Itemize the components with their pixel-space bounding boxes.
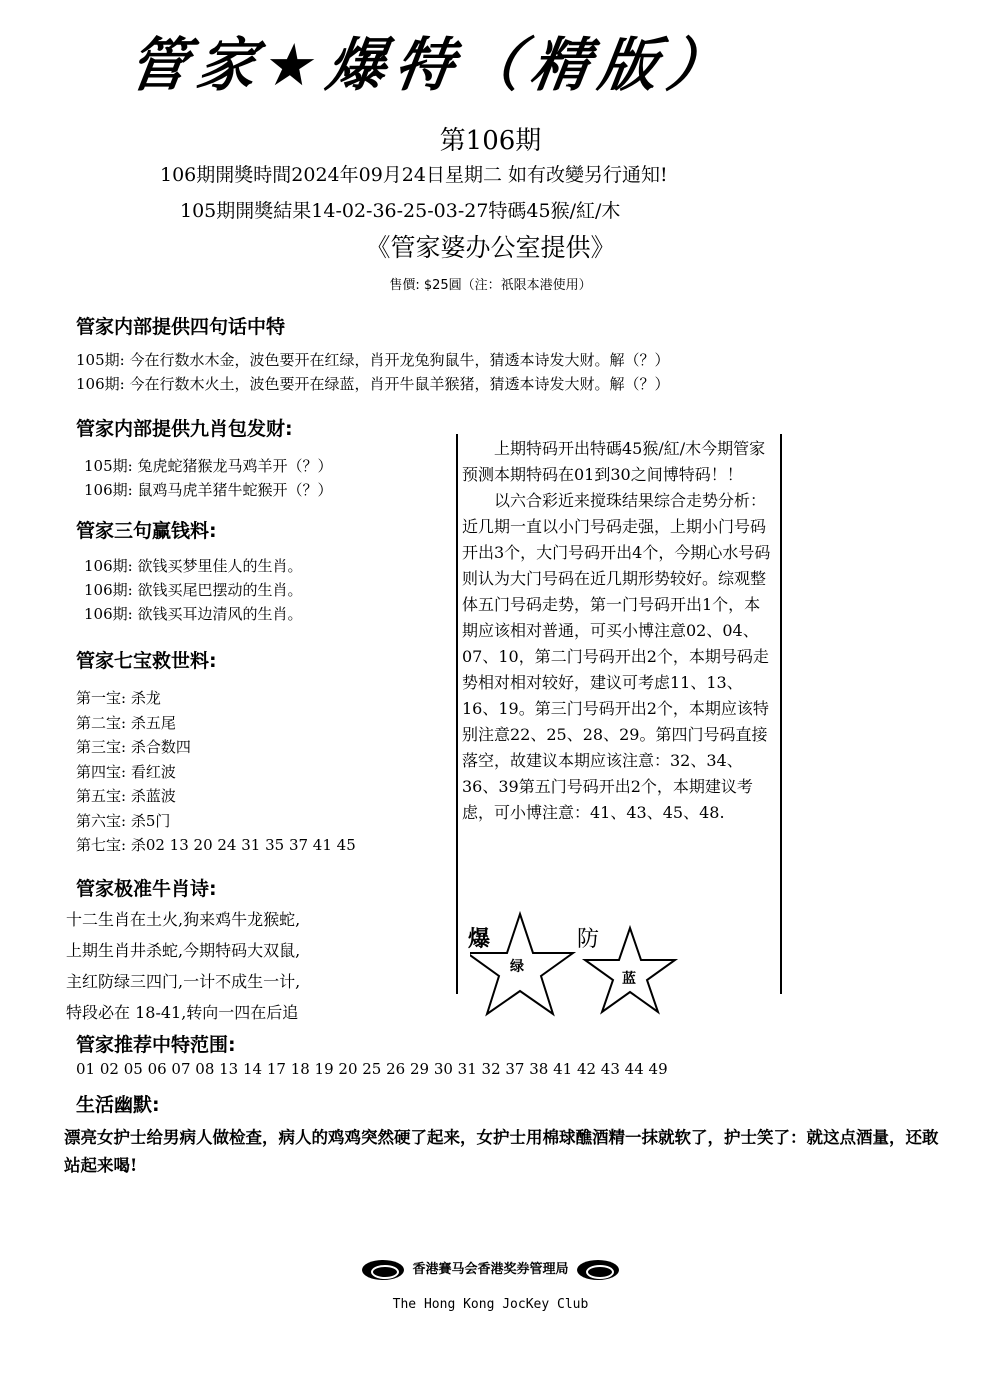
analysis-paragraph-1: 上期特码开出特碼45猴/紅/木今期管家预测本期特码在01到30之间博特码！！ — [462, 439, 766, 484]
section4-line: 第六宝: 杀5门 — [76, 811, 171, 830]
stars-graphic — [470, 910, 700, 1020]
footer-cn-text: 香港賽马会香港奖券管理局 — [412, 1262, 569, 1277]
section4-line: 第一宝: 杀龙 — [76, 689, 161, 707]
section2-line: 106期: 鼠鸡马虎羊猪牛蛇猴开（？） — [84, 481, 333, 499]
jockey-club-logo-icon — [362, 1260, 404, 1280]
star-right-inner: 蓝 — [622, 971, 636, 987]
section4-line: 第四宝: 看红波 — [76, 762, 176, 781]
section1-line: 106期: 今在行数木火土，波色要开在绿蓝，肖开牛鼠羊猴猪，猜透本诗发大财。解（？） — [76, 375, 670, 393]
section3-line: 106期: 欲钱买尾巴摆动的生肖。 — [84, 581, 303, 599]
section4-line: 第二宝: 杀五尾 — [76, 713, 176, 732]
price: 售價: $25圓（注：祇限本港使用） — [389, 278, 592, 293]
section6-heading: 管家推荐中特范围: — [76, 1034, 236, 1056]
section1-line: 105期: 今在行数水木金，波色要开在红绿，肖开龙兔狗鼠牛，猜透本诗发大财。解（？） — [76, 351, 670, 369]
section1-heading: 管家内部提供四句话中特 — [76, 316, 286, 338]
humor-text: 漂亮女护士给男病人做检查，病人的鸡鸡突然硬了起来，女护士用棉球醮酒精一抹就软了，护士笑了：就这点酒量，还敢站起来喝! — [64, 1128, 939, 1175]
jockey-club-logo-icon — [577, 1260, 619, 1280]
poem-line: 上期生肖井杀蛇,今期特码大双鼠, — [66, 941, 301, 960]
section4-line: 第七宝: 杀02 13 20 24 31 35 37 41 45 — [76, 836, 356, 854]
section2-line: 105期: 兔虎蛇猪猴龙马鸡羊开（？） — [84, 457, 333, 475]
section5-heading: 管家极准牛肖诗: — [76, 878, 217, 900]
section3-heading: 管家三句赢钱料: — [76, 520, 217, 542]
section5-poem — [66, 904, 300, 1028]
issue-number: 第106期 — [439, 126, 542, 156]
poem-line: 十二生肖在土火,狗来鸡牛龙猴蛇, — [66, 910, 301, 929]
star-right-label: 防 — [577, 927, 600, 952]
star-left-inner: 绿 — [510, 959, 524, 975]
provider: 《管家婆办公室提供》 — [365, 233, 616, 262]
poem-line: 主红防绿三四门,一计不成生一计, — [66, 972, 301, 991]
section2-list — [84, 454, 332, 502]
analysis-text — [462, 436, 774, 826]
section1-list — [76, 348, 669, 396]
draw-time: 106期開獎時間2024年09月24日星期二 如有改變另行通知! — [160, 164, 668, 186]
section4-line: 第三宝: 杀合数四 — [76, 738, 191, 756]
recommended-numbers: 01 02 05 06 07 08 13 14 17 18 19 20 25 26 29 30 31 32 37 38 41 42 43 44 49 — [76, 1060, 668, 1078]
humor-heading: 生活幽默: — [76, 1094, 160, 1116]
section4-line: 第五宝: 杀蓝波 — [76, 787, 176, 805]
analysis-paragraph-2: 以六合彩近来搅珠结果综合走势分析：近几期一直以小门号码走强，上期小门号码开出3个，大门号码开出4个，今期心水号码则认为大门号码在近几期形势较好。综观整体五门号码走势，第一门号码开出1个，本期应该相对普通，可买小博注意02、04、07、10，第二门号码开出2个，本期号码走势相对相对较好，建议可考虑11、13、16、19。第三门号码开出2个，本期应该特别注意22、25、28、29。第四门号码直接落空，故建议本期应该注意：32、34、36、39第五门号码开出2个，本期建议考虑，可小博注意：41、43、45、48. — [462, 491, 771, 822]
section4-heading: 管家七宝救世料: — [76, 650, 217, 672]
poem-line: 特段必在 18-41,转向一四在后追 — [66, 1003, 299, 1022]
section4-list — [76, 686, 356, 858]
section3-line: 106期: 欲钱买梦里佳人的生肖。 — [84, 557, 303, 575]
star-left-label: 爆 — [468, 926, 491, 952]
section3-line: 106期: 欲钱买耳边清风的生肖。 — [84, 605, 303, 623]
section2-heading: 管家内部提供九肖包发财: — [76, 418, 293, 440]
page-title: 管家★爆特（精版） — [124, 31, 741, 99]
footer-en: The Hong Kong JocKey Club — [392, 1297, 589, 1312]
footer-cn — [0, 1258, 981, 1280]
last-result: 105期開獎結果14-02-36-25-03-27特碼45猴/紅/木 — [180, 200, 621, 222]
section3-list — [84, 554, 302, 626]
